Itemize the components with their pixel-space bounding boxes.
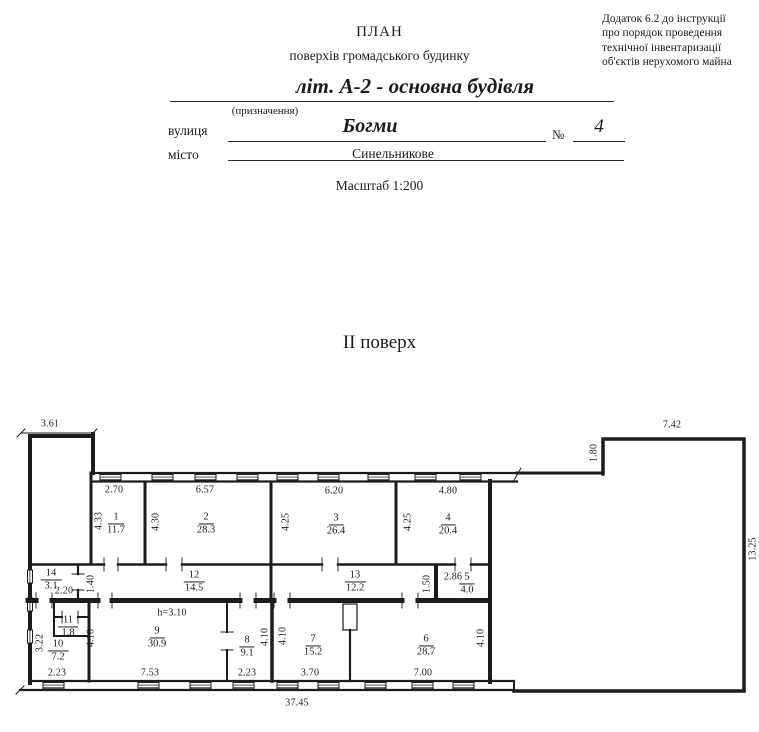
room-number: 4 [440,512,455,525]
room-number: 7 [305,633,320,646]
house-number-label: № [552,127,565,142]
scale-label: Масштаб 1:200 [335,178,424,193]
dimension-label: 2.23 [47,667,67,679]
room-area: 1.8 [61,627,75,639]
dimension-label: 4.33 [93,511,105,531]
room-area: 9.1 [240,647,254,659]
appendix-note-line: об'єктів нерухомого майна [602,55,732,68]
dimension-label: 7.00 [413,667,433,679]
dimension-label: 4.10 [85,628,97,648]
room-number: 10 [48,638,69,651]
room-number: 8 [239,634,254,647]
room-number: 13 [345,569,366,582]
floor-label: ІІ поверх [342,332,417,353]
dimension-label: 6.57 [195,484,215,496]
room-area: 26.4 [326,525,346,537]
room-area: 7.2 [51,651,65,663]
appendix-note-line: Додаток 6.2 до інструкції [602,13,726,25]
dimension-label: 2.20 [54,585,74,597]
house-number-value: 4 [594,116,604,137]
room-area: 4.0 [460,584,474,596]
room-number: 6 [418,633,433,646]
appendix-note-line: технічної інвентаризації [602,41,722,54]
dimension-label: 3.22 [34,633,46,653]
room-number: 12 [184,569,205,582]
street-value: Богми [342,115,398,137]
appendix-note-line: про порядок проведення [602,27,723,40]
room-area: 28.3 [196,524,216,536]
dimension-label: 7.42 [662,419,682,431]
room-number: 9 [149,625,164,638]
room-number: 2 [198,511,213,524]
designation-value: літ. А-2 - основна будівля [295,74,535,98]
dimension-label: 13.25 [747,537,759,561]
city-value: Синельникове [352,146,434,161]
room-number: 5 [459,571,474,584]
dimension-label: 3.70 [300,667,320,679]
dimension-label: h=3.10 [157,607,187,619]
page-title: ПЛАН [356,24,403,40]
dimension-label: 37.45 [285,697,309,709]
dimension-label: 4.80 [438,485,458,497]
dimension-label: 2.23 [237,667,257,679]
room-number: 3 [328,512,343,525]
room-area: 3.1 [44,580,58,592]
room-number: 14 [41,567,62,580]
room-number: 11 [58,614,78,627]
room-area: 11.7 [107,524,125,536]
plan-walls [16,429,744,694]
dimension-label: 2.70 [104,484,124,496]
room-area: 15.2 [303,646,323,658]
dimension-label: 1.80 [588,443,600,463]
room-area: 20.4 [438,525,458,537]
dimension-label: 6.20 [324,485,344,497]
city-label: місто [168,147,199,162]
dimension-label: 1.50 [421,574,433,594]
dimension-label: 7.53 [140,667,160,679]
dimension-label: 4.25 [402,512,414,532]
room-number: 1 [108,511,123,524]
dimension-label: 4.25 [280,512,292,532]
designation-caption: (призначення) [231,105,299,117]
dimension-label: 3.61 [40,418,60,430]
dimension-label: 2.86 [443,571,463,583]
dimension-label: 1.40 [85,574,97,594]
street-label: вулиця [168,123,208,138]
page-subtitle: поверхів громадського будинку [289,48,470,63]
dimension-label: 4.30 [150,512,162,532]
room-area: 30.9 [147,638,167,650]
room-area: 12.2 [345,582,365,594]
room-area: 14.5 [184,582,204,594]
dimension-label: 4.10 [259,627,271,647]
dimension-label: 4.10 [277,626,289,646]
room-area: 28.7 [416,646,436,658]
dimension-label: 4.10 [475,628,487,648]
